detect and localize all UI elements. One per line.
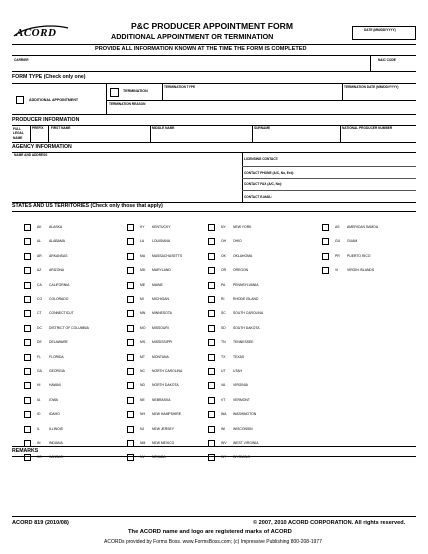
state-checkbox-ms[interactable]	[127, 339, 134, 346]
state-item-as[interactable]	[322, 224, 417, 232]
state-name: SOUTH CAROLINA	[233, 311, 264, 316]
state-checkbox-ar[interactable]	[24, 253, 31, 260]
state-code: IA	[37, 397, 41, 402]
state-code: MO	[140, 325, 146, 330]
full-legal-name-label: FULL LEGAL NAME	[13, 127, 24, 140]
state-item-vi[interactable]	[322, 267, 417, 275]
state-code: OK	[221, 253, 226, 258]
state-checkbox-ct[interactable]	[24, 310, 31, 317]
state-name: ALASKA	[49, 225, 63, 229]
state-item-pr[interactable]	[322, 253, 417, 261]
state-name: ARIZONA	[49, 268, 65, 273]
surname-field[interactable]	[252, 125, 340, 142]
termination-type-field[interactable]	[162, 83, 342, 100]
state-code: AZ	[37, 268, 42, 273]
state-checkbox-ga[interactable]	[24, 368, 31, 375]
state-code: IN	[37, 441, 41, 445]
state-checkbox-nh[interactable]	[127, 411, 134, 418]
date-label: DATE (MM/DD/YYYY)	[364, 28, 396, 32]
state-code: SD	[221, 325, 226, 330]
state-name: AMERICAN SAMOA	[347, 225, 379, 229]
state-name: VERMONT	[233, 397, 250, 402]
first-name-label: FIRST NAME	[51, 126, 71, 130]
state-item-tn[interactable]	[208, 339, 303, 347]
state-name: OKLAHOMA	[233, 253, 253, 258]
remarks-field[interactable]	[12, 456, 416, 516]
state-item-ok[interactable]	[208, 253, 303, 261]
state-checkbox-al[interactable]	[24, 238, 31, 245]
state-code: TN	[221, 340, 226, 345]
contact-email-label: CONTACT E-MAIL:	[244, 195, 273, 199]
copyright-text: © 2007, 2010 ACORD CORPORATION. All rights reserved.	[253, 520, 406, 526]
contact-email-field[interactable]	[242, 190, 416, 202]
state-name: LOUISIANA	[152, 239, 171, 244]
state-name: MAINE	[152, 282, 163, 287]
state-name: NEW HAMPSHIRE	[152, 412, 182, 417]
state-name: KANSAS	[49, 455, 63, 460]
contact-fax-label: CONTACT FAX (A/C, No):	[244, 182, 283, 186]
state-item-wa[interactable]	[208, 411, 303, 419]
state-code: NM	[140, 441, 146, 445]
name-address-label: NAME AND ADDRESS	[14, 153, 48, 157]
form-title: P&C PRODUCER APPOINTMENT FORM	[131, 21, 294, 31]
state-item-de[interactable]	[24, 339, 119, 347]
state-code: WY	[221, 455, 227, 460]
termination-label: TERMINATION	[123, 89, 148, 93]
state-name: WISCONSIN	[233, 426, 253, 431]
state-item-or[interactable]	[208, 267, 303, 275]
state-checkbox-nc[interactable]	[127, 368, 134, 375]
state-item-al[interactable]	[24, 238, 119, 246]
state-name: MISSISSIPPI	[152, 340, 173, 345]
state-checkbox-as[interactable]	[322, 224, 329, 231]
acord-logo	[12, 24, 70, 40]
state-code: IL	[37, 426, 40, 431]
state-code: FL	[37, 354, 41, 359]
naic-code-field[interactable]	[370, 55, 416, 71]
state-name: KENTUCKY	[152, 225, 171, 229]
state-code: ID	[37, 412, 41, 417]
state-code: SC	[221, 311, 226, 316]
state-checkbox-sd[interactable]	[208, 325, 215, 332]
state-checkbox-mt[interactable]	[127, 354, 134, 361]
state-name: FLORIDA	[49, 354, 64, 359]
state-name: RHODE ISLAND	[233, 297, 259, 301]
state-code: PR	[335, 253, 340, 258]
state-checkbox-tx[interactable]	[208, 354, 215, 361]
state-name: NEW JERSEY	[152, 426, 175, 431]
termination-type-label: TERMINATION TYPE	[164, 85, 196, 89]
state-checkbox-wi[interactable]	[208, 426, 215, 433]
state-name: NEBRASKA	[152, 397, 171, 402]
state-code: NY	[221, 225, 226, 229]
contact-fax-field[interactable]	[242, 178, 416, 190]
state-checkbox-il[interactable]	[24, 426, 31, 433]
state-name: WEST VIRGINIA	[233, 441, 259, 445]
state-code: GU	[335, 239, 341, 244]
state-code: ND	[140, 383, 145, 388]
state-code: WV	[221, 441, 227, 445]
state-name: ALABAMA	[49, 239, 66, 244]
state-code: NE	[140, 397, 145, 402]
state-name: NEW YORK	[233, 225, 252, 229]
state-name: NORTH DAKOTA	[152, 383, 179, 388]
state-name: CONNECTICUT	[49, 311, 74, 316]
state-code: DC	[37, 325, 42, 330]
state-checkbox-dc[interactable]	[24, 325, 31, 332]
state-code: AL	[37, 239, 42, 244]
state-item-ct[interactable]	[24, 310, 119, 318]
state-checkbox-de[interactable]	[24, 339, 31, 346]
state-code: GA	[37, 369, 42, 373]
state-name: INDIANA	[49, 441, 63, 445]
state-checkbox-or[interactable]	[208, 267, 215, 274]
state-code: NV	[140, 455, 145, 460]
state-name: UTAH	[233, 369, 242, 373]
state-item-ut[interactable]	[208, 368, 303, 376]
producer-info-title: PRODUCER INFORMATION	[12, 117, 80, 123]
state-checkbox-wa[interactable]	[208, 411, 215, 418]
state-checkbox-md[interactable]	[127, 267, 134, 274]
termination-reason-label: TERMINATION REASON	[109, 102, 146, 106]
state-checkbox-ny[interactable]	[208, 224, 215, 231]
state-name: NEVADA	[152, 455, 166, 460]
form-type-title: FORM TYPE (Check only one)	[12, 74, 86, 80]
state-name: NORTH CAROLINA	[152, 369, 183, 373]
state-checkbox-tn[interactable]	[208, 339, 215, 346]
state-item-gu[interactable]	[322, 238, 417, 246]
form-subtitle: ADDITIONAL APPOINTMENT OR TERMINATION	[111, 32, 274, 41]
state-checkbox-la[interactable]	[127, 238, 134, 245]
date-field[interactable]	[352, 26, 416, 40]
state-checkbox-ri[interactable]	[208, 296, 215, 303]
state-name: OREGON	[233, 268, 249, 273]
state-code: KS	[37, 455, 42, 460]
state-name: VIRGINIA	[233, 383, 248, 388]
state-code: MI	[140, 297, 144, 301]
state-code: CT	[37, 311, 42, 316]
middle-name-label: MIDDLE NAME	[152, 126, 175, 130]
state-checkbox-pr[interactable]	[322, 253, 329, 260]
state-code: AK	[37, 225, 42, 229]
state-item-oh[interactable]	[208, 238, 303, 246]
state-name: MICHIGAN	[152, 297, 169, 301]
state-name: ILLINOIS	[49, 426, 63, 431]
state-code: OR	[221, 268, 227, 273]
state-code: DE	[37, 340, 42, 345]
state-checkbox-ak[interactable]	[24, 224, 31, 231]
licensing-contact-label: LICENSING CONTACT:	[244, 157, 279, 161]
provider-text: ACORDs provided by Forms Boss. www.FormsBoss.com; (c) Impressive Publishing 800-208-1977	[104, 539, 322, 545]
state-checkbox-ia[interactable]	[24, 397, 31, 404]
state-item-ny[interactable]	[208, 224, 303, 232]
state-item-hi[interactable]	[24, 382, 119, 390]
state-checkbox-ma[interactable]	[127, 253, 134, 260]
state-checkbox-co[interactable]	[24, 296, 31, 303]
middle-name-field[interactable]	[150, 125, 252, 142]
state-name: DELAWARE	[49, 340, 68, 345]
state-code: AR	[37, 253, 42, 258]
state-item-il[interactable]	[24, 426, 119, 434]
carrier-label: CARRIER	[14, 58, 29, 62]
state-item-ak[interactable]	[24, 224, 119, 232]
prefix-label: PREFIX	[32, 126, 44, 130]
state-name: VIRGIN ISLANDS	[347, 268, 375, 273]
state-code: LA	[140, 239, 145, 244]
state-item-sc[interactable]	[208, 310, 303, 318]
state-checkbox-mn[interactable]	[127, 310, 134, 317]
state-name: HAWAII	[49, 383, 61, 388]
additional-appointment-label: ADDITIONAL APPOINTMENT	[29, 98, 79, 102]
state-checkbox-mo[interactable]	[127, 325, 134, 332]
state-name: MASSACHUSETTS	[152, 253, 183, 258]
national-producer-number-field[interactable]	[340, 125, 416, 142]
state-item-az[interactable]	[24, 267, 119, 275]
state-code: WA	[221, 412, 227, 417]
prefix-field[interactable]	[30, 125, 48, 142]
state-checkbox-ky[interactable]	[127, 224, 134, 231]
state-checkbox-hi[interactable]	[24, 382, 31, 389]
state-checkbox-pa[interactable]	[208, 282, 215, 289]
state-code: CA	[37, 282, 42, 287]
state-code: NH	[140, 412, 145, 417]
state-name: IDAHO	[49, 412, 60, 417]
state-checkbox-gu[interactable]	[322, 238, 329, 245]
acord-logo-text: ACORD	[16, 27, 57, 39]
state-item-dc[interactable]	[24, 325, 119, 333]
state-checkbox-mi[interactable]	[127, 296, 134, 303]
state-checkbox-az[interactable]	[24, 267, 31, 274]
state-item-id[interactable]	[24, 411, 119, 419]
state-checkbox-vt[interactable]	[208, 397, 215, 404]
state-checkbox-ne[interactable]	[127, 397, 134, 404]
state-item-va[interactable]	[208, 382, 303, 390]
state-name: TEXAS	[233, 354, 245, 359]
trademark-text: The ACORD name and logo are registered marks of ACORD	[128, 529, 292, 535]
additional-appointment-checkbox[interactable]	[16, 96, 24, 104]
state-item-ga[interactable]	[24, 368, 119, 376]
state-name: MISSOURI	[152, 325, 169, 330]
state-code: ME	[140, 282, 146, 287]
state-name: ARKANSAS	[49, 253, 68, 258]
state-name: WYOMING	[233, 455, 250, 460]
state-name: NEW MEXICO	[152, 441, 175, 445]
state-name: IOWA	[49, 397, 58, 402]
form-number: ACORD 819 (2010/08)	[12, 520, 69, 526]
state-code: MN	[140, 311, 146, 316]
agency-name-address-field[interactable]	[12, 152, 242, 202]
contact-phone-field[interactable]	[242, 166, 416, 178]
state-item-wi[interactable]	[208, 426, 303, 434]
state-code: KY	[140, 225, 145, 229]
contact-phone-label: CONTACT PHONE (A/C, No, Ext):	[244, 171, 294, 175]
state-checkbox-id[interactable]	[24, 411, 31, 418]
state-name: CALIFORNIA	[49, 282, 70, 287]
state-checkbox-nj[interactable]	[127, 426, 134, 433]
state-code: PA	[221, 282, 226, 287]
state-checkbox-ca[interactable]	[24, 282, 31, 289]
state-code: OH	[221, 239, 227, 244]
state-name: SOUTH DAKOTA	[233, 325, 260, 330]
state-name: MARYLAND	[152, 268, 171, 273]
licensing-contact-field[interactable]	[242, 152, 416, 166]
termination-date-field[interactable]	[342, 83, 416, 100]
state-checkbox-ut[interactable]	[208, 368, 215, 375]
state-item-ca[interactable]	[24, 282, 119, 290]
remarks-title: REMARKS	[12, 448, 39, 454]
state-checkbox-vi[interactable]	[322, 267, 329, 274]
state-name: PUERTO RICO	[347, 253, 371, 258]
state-checkbox-ok[interactable]	[208, 253, 215, 260]
termination-checkbox[interactable]	[110, 88, 119, 97]
state-name: GUAM	[347, 239, 358, 244]
state-code: CO	[37, 297, 43, 301]
state-code: VT	[221, 397, 226, 402]
first-name-field[interactable]	[48, 125, 150, 142]
state-item-vt[interactable]	[208, 397, 303, 405]
state-name: WASHINGTON	[233, 412, 257, 417]
state-name: GEORGIA	[49, 369, 65, 373]
state-code: NJ	[140, 426, 145, 431]
state-name: DISTRICT OF COLUMBIA	[49, 325, 89, 330]
state-code: RI	[221, 297, 225, 301]
naic-code-label: NAIC CODE	[378, 58, 396, 62]
state-code: MS	[140, 340, 146, 345]
state-item-ar[interactable]	[24, 253, 119, 261]
state-code: WI	[221, 426, 226, 431]
termination-reason-field[interactable]	[106, 100, 416, 114]
surname-label: SURNAME	[254, 126, 271, 130]
state-item-fl[interactable]	[24, 354, 119, 362]
national-producer-number-label: NATIONAL PRODUCER NUMBER	[342, 126, 393, 130]
state-name: MONTANA	[152, 354, 169, 359]
state-item-ia[interactable]	[24, 397, 119, 405]
state-code: VA	[221, 383, 226, 388]
state-name: TENNESSEE	[233, 340, 254, 345]
state-checkbox-sc[interactable]	[208, 310, 215, 317]
state-checkbox-oh[interactable]	[208, 238, 215, 245]
carrier-field[interactable]	[12, 55, 370, 71]
termination-date-label: TERMINATION DATE (MM/DD/YYYY)	[344, 85, 399, 89]
state-code: TX	[221, 354, 226, 359]
state-item-sd[interactable]	[208, 325, 303, 333]
state-item-ri[interactable]	[208, 296, 303, 304]
state-name: PENNSYLVANIA	[233, 282, 259, 287]
state-checkbox-me[interactable]	[127, 282, 134, 289]
state-checkbox-va[interactable]	[208, 382, 215, 389]
state-checkbox-fl[interactable]	[24, 354, 31, 361]
state-code: MT	[140, 354, 145, 359]
state-item-tx[interactable]	[208, 354, 303, 362]
state-name: OHIO	[233, 239, 242, 244]
state-name: MINNESOTA	[152, 311, 172, 316]
instruction-text: PROVIDE ALL INFORMATION KNOWN AT THE TIME THE FORM IS COMPLETED	[95, 46, 307, 52]
states-title: STATES AND US TERRITORIES (Check only those that apply)	[12, 203, 163, 209]
state-code: MD	[140, 268, 146, 273]
state-code: MA	[140, 253, 146, 258]
state-checkbox-nd[interactable]	[127, 382, 134, 389]
state-code: HI	[37, 383, 41, 388]
state-code: AS	[335, 225, 340, 229]
state-item-co[interactable]	[24, 296, 119, 304]
state-code: UT	[221, 369, 226, 373]
state-name: COLORADO	[49, 297, 69, 301]
state-code: NC	[140, 369, 145, 373]
state-code: VI	[335, 268, 339, 273]
state-item-pa[interactable]	[208, 282, 303, 290]
agency-info-title: AGENCY INFORMATION	[12, 144, 72, 150]
